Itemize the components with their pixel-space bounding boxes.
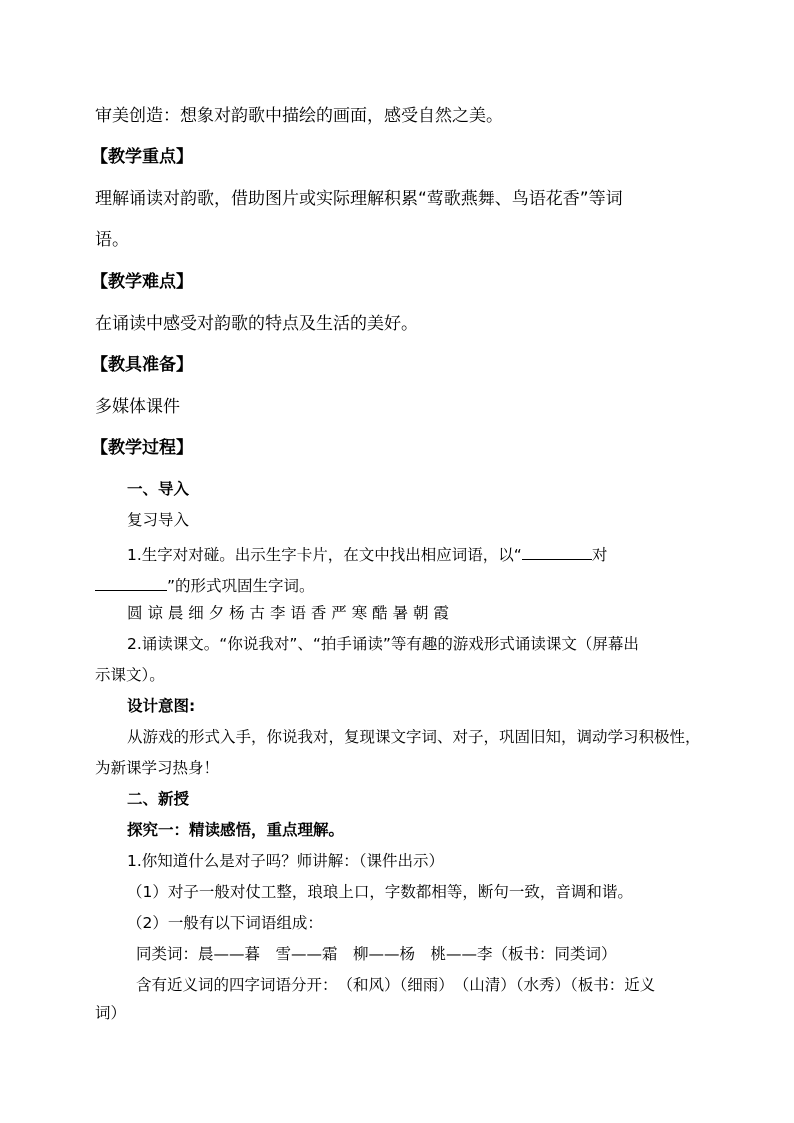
- step-2-line-2: 示课文）。: [95, 666, 165, 684]
- synonym-words-line-1: 含有近义词的四字词语分开： （和风）（细雨） （山清）（水秀）（板书：近义: [136, 976, 656, 994]
- question-1: 1.你知道什么是对子吗？师讲解：（课件出示）: [127, 852, 445, 870]
- design-intent-line-2: 为新课学习热身！: [95, 759, 220, 777]
- design-intent-title: 设计意图:: [127, 697, 196, 715]
- step-1-line-2: [95, 575, 315, 595]
- note-2: （2）一般有以下词语组成：: [127, 914, 323, 932]
- aesthetic-goal: 审美创造：想象对韵歌中描绘的画面，感受自然之美。: [95, 106, 503, 126]
- step-1-text-c: ”的形式巩固生字词。: [167, 577, 315, 595]
- heading-teaching-difficulty: 【教学难点】: [91, 272, 193, 292]
- step-1-text-b: 对: [591, 546, 608, 564]
- character-list: 圆 谅 晨 细 夕 杨 古 李 语 香 严 寒 酷 暑 朝 霞: [127, 604, 449, 622]
- teaching-tools-text: 多媒体课件: [95, 397, 180, 417]
- same-category-words: 同类词：晨——暮 雪——霜 柳——杨 桃——李（板书：同类词）: [136, 945, 617, 963]
- note-1: （1）对子一般对仗工整，琅琅上口，字数都相等，断句一致，音调和谐。: [127, 883, 633, 901]
- teaching-focus-line-2: 语。: [95, 230, 129, 250]
- section-intro-title: 一、导入: [127, 480, 190, 498]
- teaching-difficulty-text: 在诵读中感受对韵歌的特点及生活的美好。: [95, 314, 418, 334]
- heading-teaching-process: 【教学过程】: [91, 438, 193, 458]
- fill-blank-2: [95, 575, 167, 591]
- step-2-line-1: 2.诵读课文。“你说我对”、“拍手诵读”等有趣的游戏形式诵读课文（屏幕出: [127, 635, 639, 653]
- step-1-line-1: [127, 544, 607, 564]
- design-intent-line-1: 从游戏的形式入手，你说我对，复现课文字词、对子，巩固旧知，调动学习积极性，: [127, 728, 701, 746]
- section-intro-subtitle: 复习导入: [127, 511, 190, 529]
- section-new-title: 二、新授: [127, 790, 190, 808]
- fill-blank-1: [522, 544, 592, 560]
- heading-teaching-focus: 【教学重点】: [91, 147, 193, 167]
- explore-1-title: 探究一：精读感悟，重点理解。: [127, 821, 345, 839]
- step-1-text-a: 1.生字对对碰。出示生字卡片，在文中找出相应词语，以“: [127, 546, 522, 564]
- heading-teaching-tools: 【教具准备】: [91, 355, 193, 375]
- teaching-focus-line-1: 理解诵读对韵歌，借助图片或实际理解积累“莺歌燕舞、鸟语花香”等词: [95, 189, 623, 209]
- synonym-words-line-2: 词）: [95, 1004, 127, 1022]
